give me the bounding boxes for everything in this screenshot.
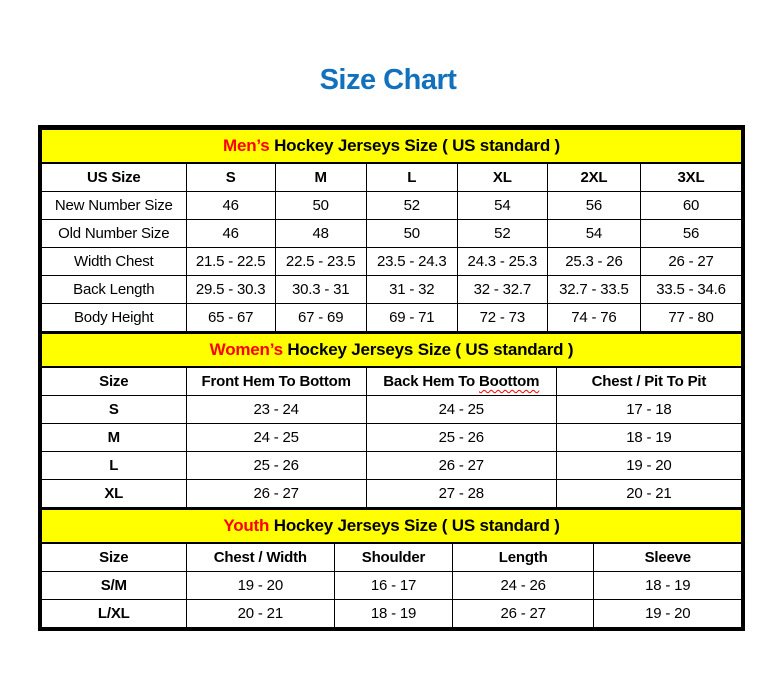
size-cell: 33.5 - 34.6 [640,276,741,304]
column-header: Length [452,543,594,572]
row-label: L [42,452,187,480]
size-cell: 54 [547,220,640,248]
size-cell: 52 [457,220,547,248]
row-label: S [42,396,187,424]
size-cell: 69 - 71 [366,304,457,332]
size-cell: 25 - 26 [186,452,366,480]
womens-section-title [42,333,742,367]
size-cell: 19 - 20 [556,452,741,480]
column-header: Front Hem To Bottom [186,367,366,396]
size-cell: 48 [275,220,366,248]
size-cell: 26 - 27 [366,452,556,480]
misspelled-word: Boottom [478,373,540,390]
back-hem-label: Back Hem To [383,373,476,390]
row-label: Width Chest [42,248,187,276]
row-label: New Number Size [42,192,187,220]
size-cell: 26 - 27 [186,480,366,508]
size-cell: 56 [640,220,741,248]
table-row [42,248,742,276]
row-label: L/XL [42,600,187,628]
youth-size-table [41,508,742,628]
size-cell: 46 [186,220,275,248]
youth-section-band [42,509,742,543]
row-label: S/M [42,572,187,600]
size-cell: 19 - 20 [186,572,335,600]
column-header: 2XL [547,163,640,192]
size-cell: 26 - 27 [640,248,741,276]
size-cell: 27 - 28 [366,480,556,508]
row-label: Old Number Size [42,220,187,248]
size-cell: 46 [186,192,275,220]
size-cell: 20 - 21 [556,480,741,508]
size-cell: 22.5 - 23.5 [275,248,366,276]
mens-section-title-rest: Hockey Jerseys Size ( US standard ) [274,136,560,155]
size-cell: 23 - 24 [186,396,366,424]
column-header: L [366,163,457,192]
youth-section-title [42,509,742,543]
size-cell: 17 - 18 [556,396,741,424]
size-cell: 20 - 21 [186,600,335,628]
table-row [42,304,742,332]
womens-section-title-highlight: Women’s [209,340,283,359]
column-header: Size [42,367,187,396]
row-label: M [42,424,187,452]
table-row [42,220,742,248]
size-cell: 65 - 67 [186,304,275,332]
size-cell: 30.3 - 31 [275,276,366,304]
table-row [42,192,742,220]
size-cell: 19 - 20 [594,600,742,628]
table-row [42,572,742,600]
column-header: Chest / Pit To Pit [556,367,741,396]
table-row [42,424,742,452]
column-header: 3XL [640,163,741,192]
size-cell: 24 - 25 [366,396,556,424]
size-cell: 77 - 80 [640,304,741,332]
page-title: Size Chart [319,64,457,96]
size-cell: 50 [275,192,366,220]
size-chart-tables [38,125,745,631]
size-cell: 18 - 19 [335,600,453,628]
mens-size-table [41,128,742,332]
size-cell: 50 [366,220,457,248]
table-row [42,480,742,508]
size-cell: 24.3 - 25.3 [457,248,547,276]
column-header: M [275,163,366,192]
column-header: Size [42,543,187,572]
size-cell: 18 - 19 [594,572,742,600]
table-row [42,276,742,304]
mens-section-band [42,129,742,163]
column-header [366,367,556,396]
womens-size-table [41,332,742,508]
row-label: XL [42,480,187,508]
size-cell: 32 - 32.7 [457,276,547,304]
size-cell: 67 - 69 [275,304,366,332]
womens-header-row [42,367,742,396]
size-cell: 21.5 - 22.5 [186,248,275,276]
size-cell: 56 [547,192,640,220]
table-row [42,600,742,628]
size-cell: 23.5 - 24.3 [366,248,457,276]
row-label: Back Length [42,276,187,304]
mens-section-title [42,129,742,163]
size-cell: 16 - 17 [335,572,453,600]
size-cell: 72 - 73 [457,304,547,332]
size-cell: 74 - 76 [547,304,640,332]
table-row [42,452,742,480]
size-cell: 31 - 32 [366,276,457,304]
column-header: Shoulder [335,543,453,572]
womens-section-title-rest: Hockey Jerseys Size ( US standard ) [287,340,574,359]
column-header: Sleeve [594,543,742,572]
size-cell: 60 [640,192,741,220]
mens-section-title-highlight: Men’s [222,136,270,155]
youth-section-title-highlight: Youth [223,516,270,535]
size-cell: 26 - 27 [452,600,594,628]
column-header: Chest / Width [186,543,335,572]
size-cell: 24 - 26 [452,572,594,600]
youth-section-title-rest: Hockey Jerseys Size ( US standard ) [273,516,560,535]
size-cell: 29.5 - 30.3 [186,276,275,304]
youth-header-row [42,543,742,572]
size-cell: 25.3 - 26 [547,248,640,276]
size-cell: 25 - 26 [366,424,556,452]
size-cell: 18 - 19 [556,424,741,452]
size-cell: 54 [457,192,547,220]
column-header: XL [457,163,547,192]
column-header: US Size [42,163,187,192]
size-cell: 24 - 25 [186,424,366,452]
column-header: S [186,163,275,192]
row-label: Body Height [42,304,187,332]
size-cell: 52 [366,192,457,220]
table-row [42,396,742,424]
womens-section-band [42,333,742,367]
mens-header-row [42,163,742,192]
size-cell: 32.7 - 33.5 [547,276,640,304]
